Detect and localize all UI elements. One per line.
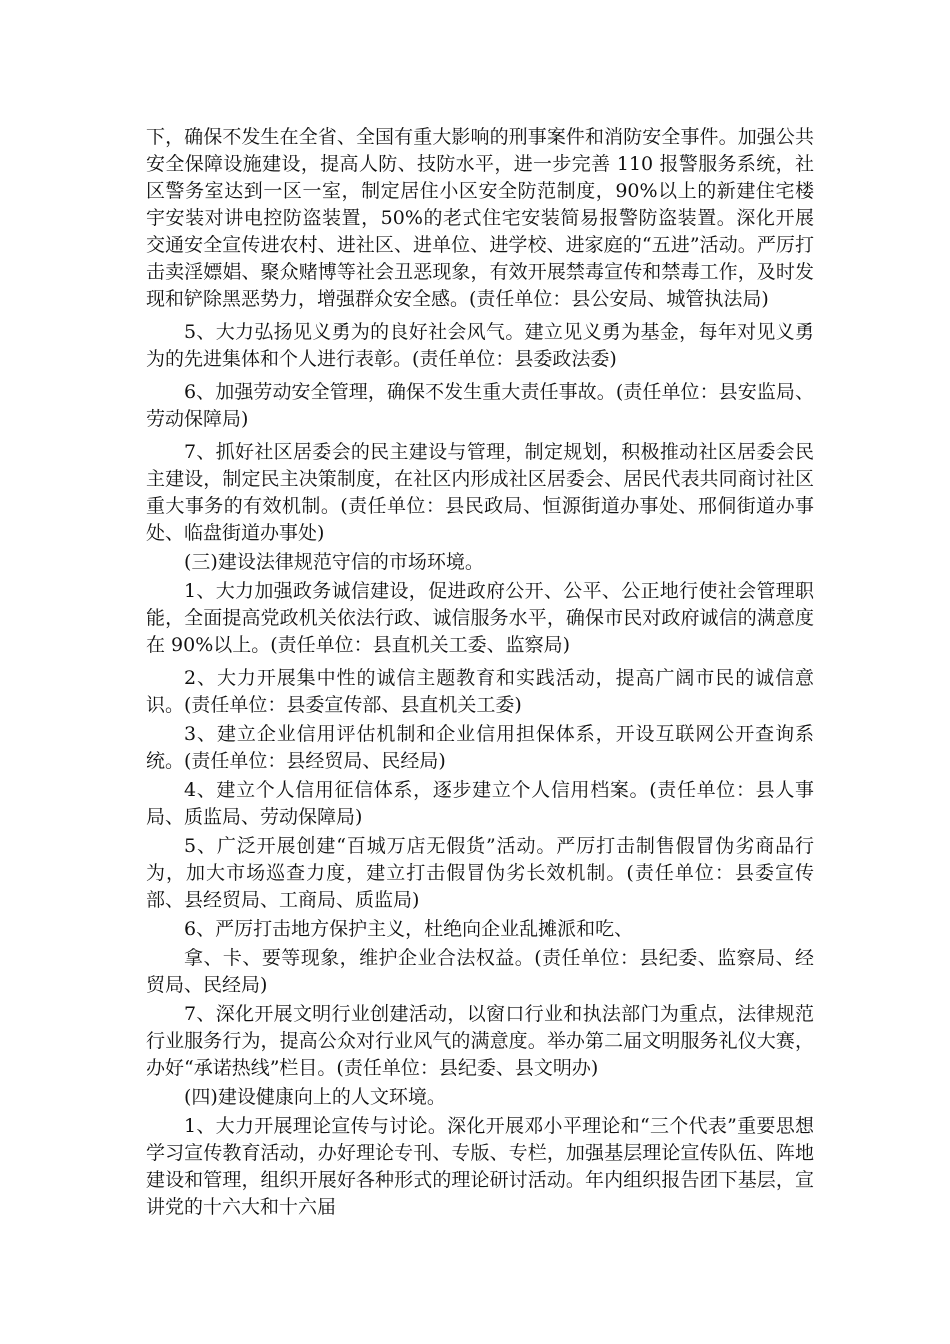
- paragraph-item-7-civilized-industry: 7、深化开展文明行业创建活动，以窗口行业和执法部门为重点，法律规范行业服务行为，提高公众对行业风气的满意度。举办第二届文明服务礼仪大赛，办好“承诺热线”栏目。(责任单位：县纪委、县文明办): [146, 1003, 814, 1079]
- paragraph-item-3-enterprise-credit: 3、建立企业信用评估机制和企业信用担保体系，开设互联网公开查询系统。(责任单位：县经贸局、民经局): [146, 723, 814, 772]
- section-heading-market: (三)建设法律规范守信的市场环境。: [184, 551, 484, 573]
- paragraph-item-7-community: 7、抓好社区居委会的民主建设与管理，制定规划，积极推动社区居委会民主建设，制定民主决策制度，在社区内形成社区居委会、居民代表共同商讨社区重大事务的有效机制。(责任单位：县民政局、恒源街道办事处、邢侗街道办事处、临盘街道办事处): [146, 441, 814, 544]
- paragraph-item-6-continuation: 拿、卡、要等现象，维护企业合法权益。(责任单位：县纪委、监察局、经贸局、民经局): [146, 947, 814, 996]
- section-heading-culture: (四)建设健康向上的人文环境。: [184, 1086, 446, 1108]
- paragraph-item-5-courage: 5、大力弘扬见义勇为的良好社会风气。建立见义勇为基金，每年对见义勇为的先进集体和个人进行表彰。(责任单位：县委政法委): [146, 321, 814, 370]
- paragraph-continuation: 下，确保不发生在全省、全国有重大影响的刑事案件和消防安全事件。加强公共安全保障设施建设，提高人防、技防水平，进一步完善 110 报警服务系统，社区警务室达到一区一室，制定居住小区安全防范制度，90%以上的新建住宅楼宇安装对讲电控防盗装置，50%的老式住宅安装简易报警防盗装置。深化开展交通安全宣传进农村、进社区、进单位、进学校、进家庭的“五进”活动。严厉打击卖淫嫖娼、聚众赌博等社会丑恶现象，有效开展禁毒宣传和禁毒工作，及时发现和铲除黑恶势力，增强群众安全感。(责任单位：县公安局、城管执法局): [146, 126, 814, 310]
- paragraph-item-2-credit-education: 2、大力开展集中性的诚信主题教育和实践活动，提高广阔市民的诚信意识。(责任单位：县委宣传部、县直机关工委): [146, 667, 814, 716]
- paragraph-item-1-theory-promotion: 1、大力开展理论宣传与讨论。深化开展邓小平理论和“三个代表”重要思想学习宣传教育活动，办好理论专刊、专版、专栏，加强基层理论宣传队伍、阵地建设和管理，组织开展好各种形式的理论研讨活动。年内组织报告团下基层，宣讲党的十六大和十六届: [146, 1115, 814, 1218]
- document-body: [146, 124, 814, 1227]
- paragraph-item-6-labor-safety: 6、加强劳动安全管理，确保不发生重大责任事故。(责任单位：县安监局、劳动保障局): [146, 381, 814, 430]
- paragraph-item-1-government-credit: 1、大力加强政务诚信建设，促进政府公开、公平、公正地行使社会管理职能，全面提高党政机关依法行政、诚信服务水平，确保市民对政府诚信的满意度在 90%以上。(责任单位：县直机关工委、监察局): [146, 580, 814, 656]
- paragraph-item-4-personal-credit: 4、建立个人信用征信体系，逐步建立个人信用档案。(责任单位：县人事局、质监局、劳动保障局): [146, 779, 814, 828]
- paragraph-item-5-no-fake-goods: 5、广泛开展创建“百城万店无假货”活动。严厉打击制售假冒伪劣商品行为，加大市场巡查力度，建立打击假冒伪劣长效机制。(责任单位：县委宣传部、县经贸局、工商局、质监局): [146, 835, 814, 911]
- paragraph-item-6-local-protectionism: 6、严厉打击地方保护主义，杜绝向企业乱摊派和吃、: [184, 918, 634, 940]
